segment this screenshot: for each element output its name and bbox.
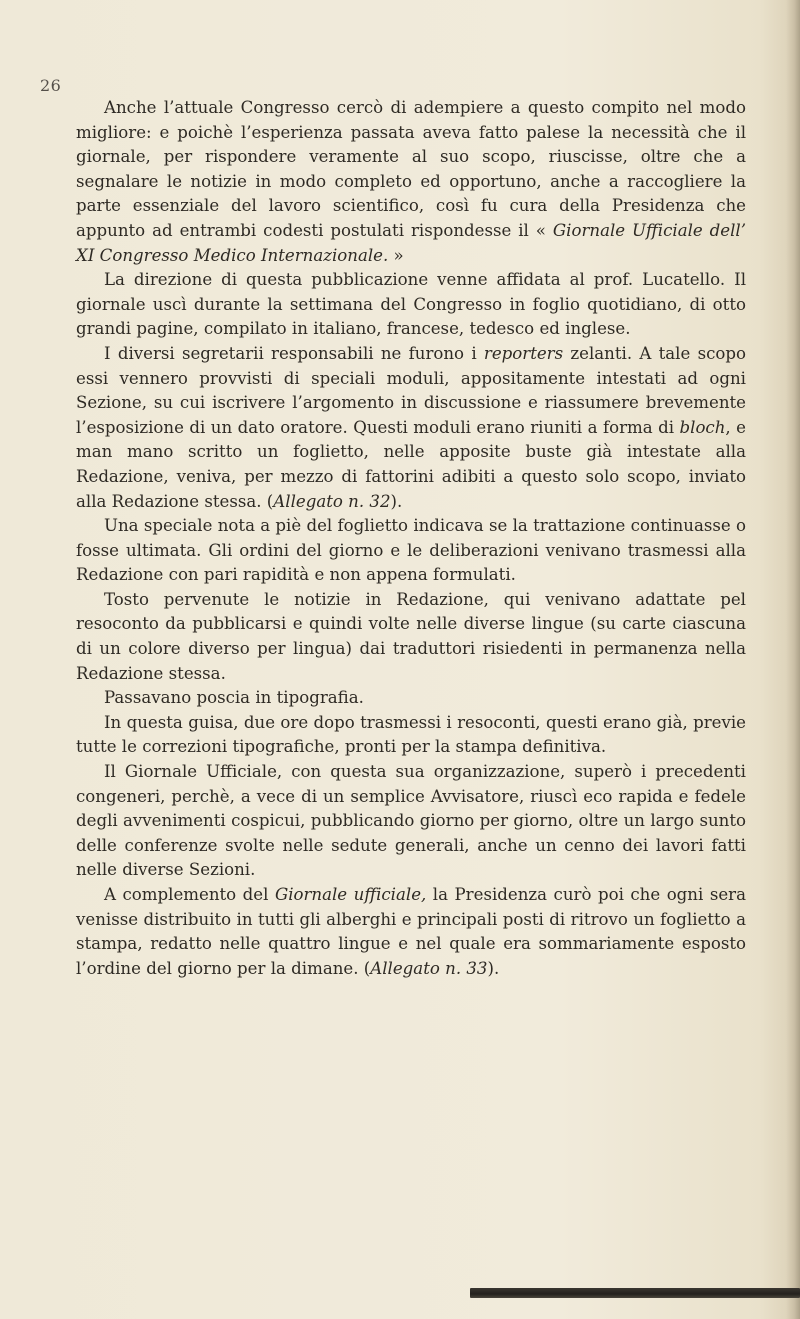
paragraph-9-text-a: A complemento del — [104, 885, 275, 904]
paragraph-6: Passavano poscia in tipografia. — [104, 688, 364, 708]
paragraph-7: In questa guisa, due ore dopo trasmessi i resoconti, questi erano già, previe tutte le correzioni tipografiche, pronti per la stampa definitiva. — [76, 712, 746, 757]
page-edge-shadow — [786, 0, 800, 1319]
paragraph-8: Il Giornale Ufficiale, con questa sua organizzazione, superò i precedenti congeneri, perchè, a vece di un semplice Avvisatore, riuscì eco rapida e fedele degli avvenimenti cospicui, pubblicando giorno per giorno, oltre un largo sunto delle conferenze svolte nelle sedute generali, anche un cenno dei lavori fatti nelle diverse Sezioni. — [76, 762, 746, 880]
paragraph-9-italic-giornale: Giornale ufficiale, — [274, 885, 427, 904]
bottom-black-bar — [470, 1288, 800, 1298]
paragraph-9-italic-allegato: Allegato n. 33 — [370, 958, 488, 978]
paragraph-3-text-d: ). — [390, 491, 403, 511]
paragraph-3-text-b: zelanti. A tale scopo essi vennero provvisti di speciali moduli, appositamente intestati ad ogni Sezione, su cui iscrivere l’argomento in discussione e riassumere brevemente l’esposizione di un dato oratore. Questi moduli erano riuniti a forma di — [76, 343, 746, 437]
paragraph-2: La direzione di questa pubblicazione venne affidata al prof. Lucatello. Il giornale uscì durante la settimana del Congresso in foglio quotidiano, di otto grandi pagine, compilato in italiano, francese, tedesco ed inglese. — [76, 270, 746, 339]
paragraph-3-italic-bloch: bloch — [679, 417, 726, 437]
paragraph-9 — [76, 883, 746, 981]
paragraph-3-text-c: , e man mano scritto un foglietto, nelle apposite buste già intestate alla Redazione, veniva, per mezzo di fattorini adibiti a questo solo scopo, inviato alla Redazione stessa. ( — [76, 417, 746, 511]
paragraph-3-italic-allegato: Allegato n. 32 — [273, 491, 391, 511]
paragraph-1 — [76, 96, 746, 268]
paragraph-1-text-end: » — [388, 245, 404, 265]
paragraph-3 — [76, 342, 746, 514]
body-text — [76, 96, 746, 981]
paragraph-1-italic: Giornale Ufficiale dell’ XI Congresso Medico Internazionale. — [76, 220, 746, 265]
paragraph-9-text-b: la Presidenza curò poi che ogni sera venisse distribuito in tutti gli alberghi e principali posti di ritrovo un foglietto a stampa, redatto nelle quattro lingue e nel quale era sommariamente esposto l’ordine del giorno per la dimane. ( — [76, 885, 746, 978]
paragraph-5: Tosto pervenute le notizie in Redazione, qui venivano adattate pel resoconto da pubblicarsi e quindi volte nelle diverse lingue (su carte ciascuna di un colore diverso per lingua) dai traduttori risiedenti in permanenza nella Redazione stessa. — [76, 589, 746, 683]
paragraph-4: Una speciale nota a piè del foglietto indicava se la trattazione continuasse o fosse ultimata. Gli ordini del giorno e le deliberazioni venivano trasmessi alla Redazione con pari rapidità e non appena formulati. — [76, 516, 746, 585]
paragraph-3-text-a: I diversi segretarii responsabili ne furono i — [104, 343, 484, 363]
paragraph-3-italic-reporters: reporters — [483, 343, 564, 363]
paragraph-1-text: Anche l’attuale Congresso cercò di adempiere a questo compito nel modo migliore: e poichè l’esperienza passata aveva fatto palese la necessità che il giornale, per rispondere veramente al suo scopo, riuscisse, oltre che a segnalare le notizie in modo completo ed opportuno, anche a raccogliere la parte essenziale del lavoro scientifico, così fu cura della Presidenza che appunto ad entrambi codesti postulati rispondesse il « — [76, 98, 746, 240]
page-number: 26 — [40, 76, 62, 95]
paragraph-9-text-c: ). — [487, 958, 500, 978]
